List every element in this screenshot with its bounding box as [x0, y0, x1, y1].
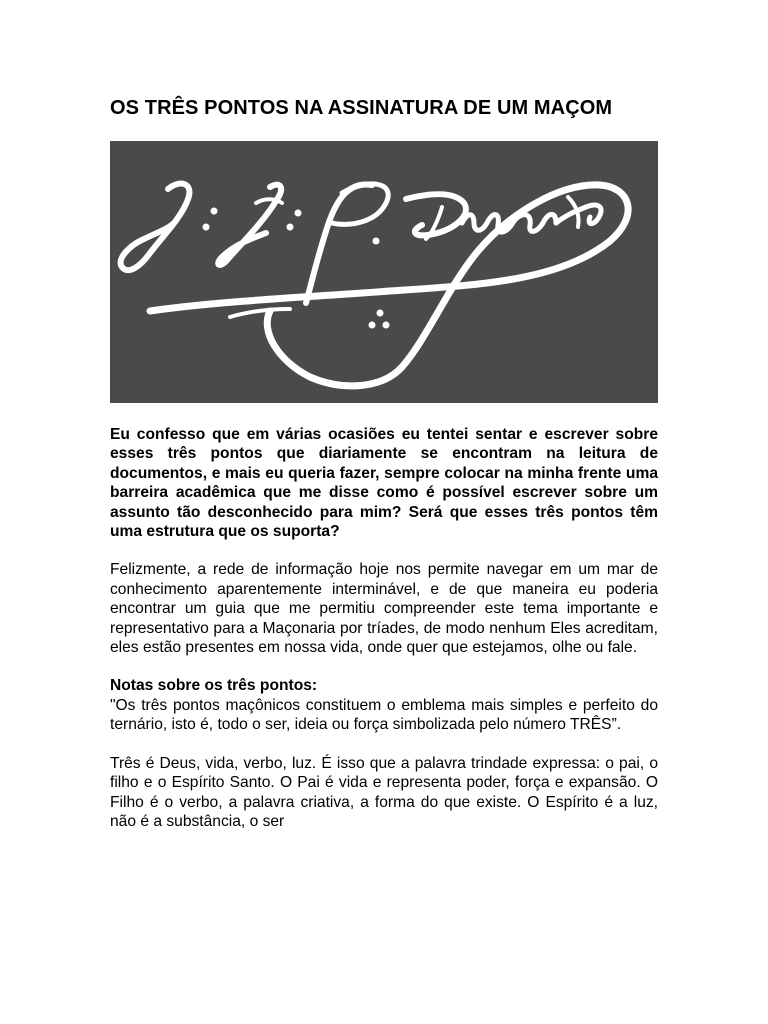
- notes-quote: "Os três pontos maçônicos constituem o emblema mais simples e perfeito do ternário, isto é, todo o ser, ideia ou força simbolizada pelo número TRÊS”.: [110, 696, 658, 734]
- document-page: [110, 96, 658, 831]
- notes-heading: Notas sobre os três pontos:: [110, 677, 318, 695]
- paragraph-4: Três é Deus, vida, verbo, luz. É isso que a palavra trindade expressa: o pai, o filho e o Espírito Santo. O Pai é vida e representa poder, força e expansão. O Filho é o verbo, a palavra criativa, a forma do que existe. O Espírito é a luz, não é a substância, o ser: [110, 754, 658, 830]
- document-title: OS TRÊS PONTOS NA ASSINATURA DE UM MAÇOM: [110, 97, 613, 119]
- signature-drawing: [110, 141, 658, 403]
- intro-paragraph: Eu confesso que em várias ocasiões eu tentei sentar e escrever sobre esses três pontos que diariamente se encontram na leitura de documentos, e mais eu queria fazer, sempre colocar na minha frente uma barreira acadêmica que me disse como é possível escrever sobre um assunto tão desconhecido para mim? Será que esses três pontos têm uma estrutura que os suporta?: [110, 426, 658, 541]
- signature-image: [110, 141, 658, 403]
- paragraph-2: Felizmente, a rede de informação hoje nos permite navegar em um mar de conhecimento aparentemente interminável, e de que maneira eu poderia encontrar um guia que me permitiu compreender este tema importante e representativo para a Maçonaria por tríades, de modo nenhum Eles acreditam, eles estão presentes em nossa vida, onde quer que estejamos, olhe ou fale.: [110, 561, 658, 657]
